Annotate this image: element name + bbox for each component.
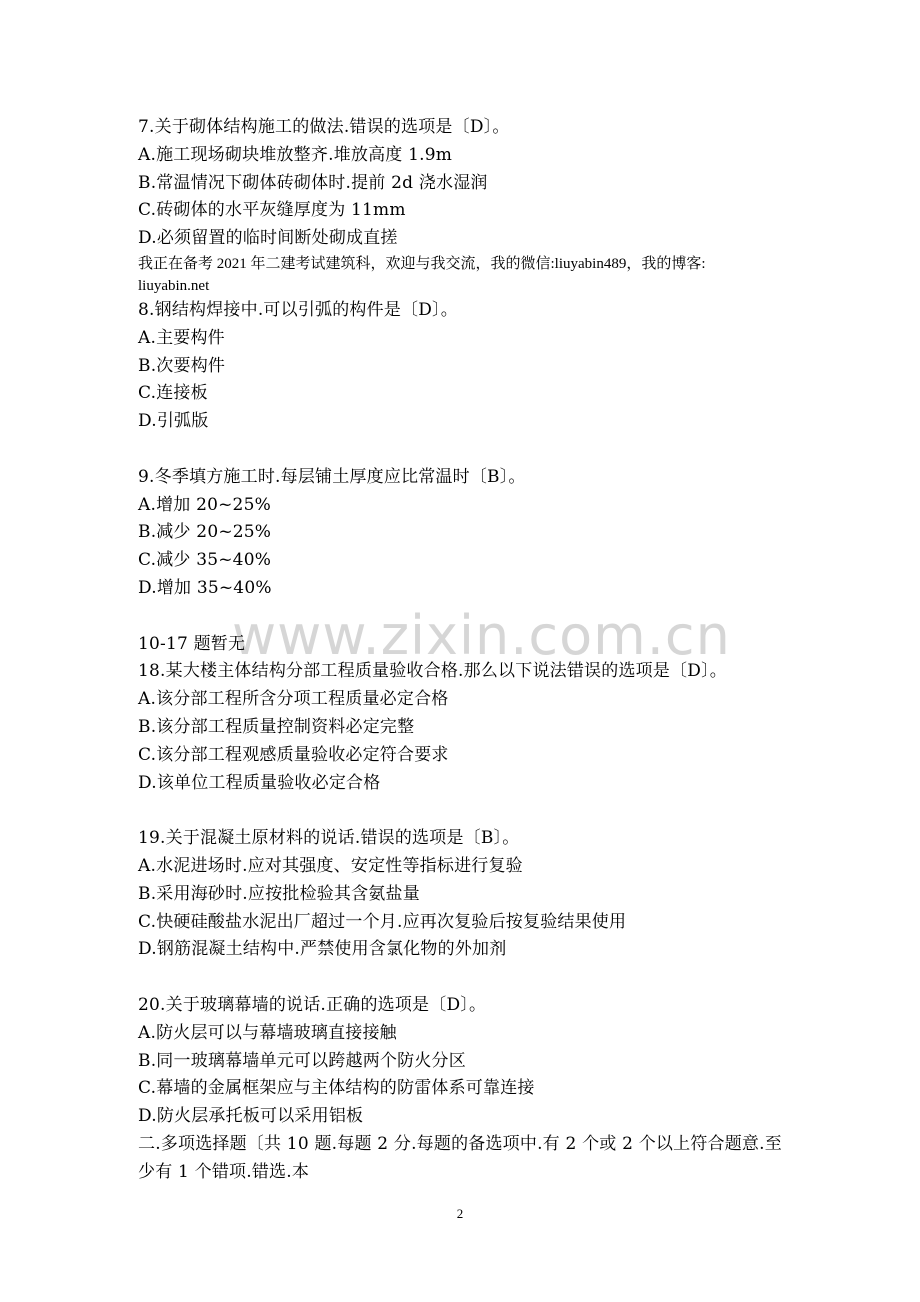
question-20-option-d: D.防火层承托板可以采用铝板 (138, 1106, 364, 1127)
question-20-option-b: B.同一玻璃幕墙单元可以跨越两个防火分区 (138, 1050, 466, 1071)
section-2-heading: 二.多项选择题〔共 10 题.每题 2 分.每题的备选项中.有 2 个或 2 个以上符合题意.至少有 1 个错项.错选.本 (138, 1133, 782, 1182)
spacer (138, 603, 798, 631)
question-7-option-a: A.施工现场砌块堆放整齐.堆放高度 1.9m (138, 144, 453, 165)
page-number: 2 (456, 1206, 464, 1221)
question-18-stem: 18.某大楼主体结构分部工程质量验收合格.那么以下说法错误的选项是〔D〕。 (138, 661, 727, 682)
page-content (138, 114, 798, 1186)
question-7-option-b: B.常温情况下砌体砖砌体时.提前 2d 浇水湿润 (138, 172, 488, 193)
question-18-option-b: B.该分部工程质量控制资料必定完整 (138, 716, 415, 737)
questions-10-17-note: 10-17 题暂无 (138, 633, 246, 654)
question-8-option-a: A.主要构件 (138, 327, 225, 348)
question-20-option-c: C.幕墙的金属框架应与主体结构的防雷体系可靠连接 (138, 1078, 535, 1099)
question-19-option-c: C.快硬硅酸盐水泥出厂超过一个月.应再次复验后按复验结果使用 (138, 911, 627, 932)
question-7-stem: 7.关于砌体结构施工的做法.错误的选项是〔D〕。 (138, 117, 510, 137)
question-18-option-c: C.该分部工程观感质量验收必定符合要求 (138, 744, 449, 765)
spacer (138, 436, 798, 464)
question-8-option-b: B.次要构件 (138, 355, 226, 376)
author-note: 我正在备考 2021 年二建考试建筑科，欢迎与我交流，我的微信:liuyabin489，我的博客: liuyabin.net (138, 255, 706, 294)
question-8-option-c: C.连接板 (138, 383, 208, 404)
question-19-stem: 19.关于混凝土原材料的说话.错误的选项是〔B〕。 (138, 828, 520, 849)
question-20-option-a: A.防火层可以与幕墙玻璃直接接触 (138, 1022, 397, 1043)
question-9-stem: 9.冬季填方施工时.每层铺土厚度应比常温时〔B〕。 (138, 466, 526, 487)
question-9-option-b: B.减少 20~25% (138, 522, 272, 543)
question-8-stem: 8.钢结构焊接中.可以引弧的构件是〔D〕。 (138, 299, 458, 320)
watermark: www.zixin.com.cn (232, 604, 731, 667)
question-19-option-b: B.采用海砂时.应按批检验其含氨盐量 (138, 883, 420, 904)
spacer (138, 964, 798, 992)
question-9-option-d: D.增加 35~40% (138, 577, 272, 598)
question-9-option-c: C.减少 35~40% (138, 550, 272, 571)
question-19-option-a: A.水泥进场时.应对其强度、安定性等指标进行复验 (138, 855, 523, 876)
question-8-option-d: D.引弧版 (138, 411, 209, 432)
question-18-option-a: A.该分部工程所含分项工程质量必定合格 (138, 689, 449, 710)
question-9-option-a: A.增加 20~25% (138, 494, 271, 515)
question-19-option-d: D.钢筋混凝土结构中.严禁使用含氯化物的外加剂 (138, 939, 507, 960)
spacer (138, 797, 798, 825)
question-7-option-d: D.必须留置的临时间断处砌成直搓 (138, 228, 398, 249)
question-20-stem: 20.关于玻璃幕墙的说话.正确的选项是〔D〕。 (138, 994, 487, 1015)
question-7-option-c: C.砖砌体的水平灰缝厚度为 11mm (138, 200, 406, 221)
question-18-option-d: D.该单位工程质量验收必定合格 (138, 772, 381, 793)
